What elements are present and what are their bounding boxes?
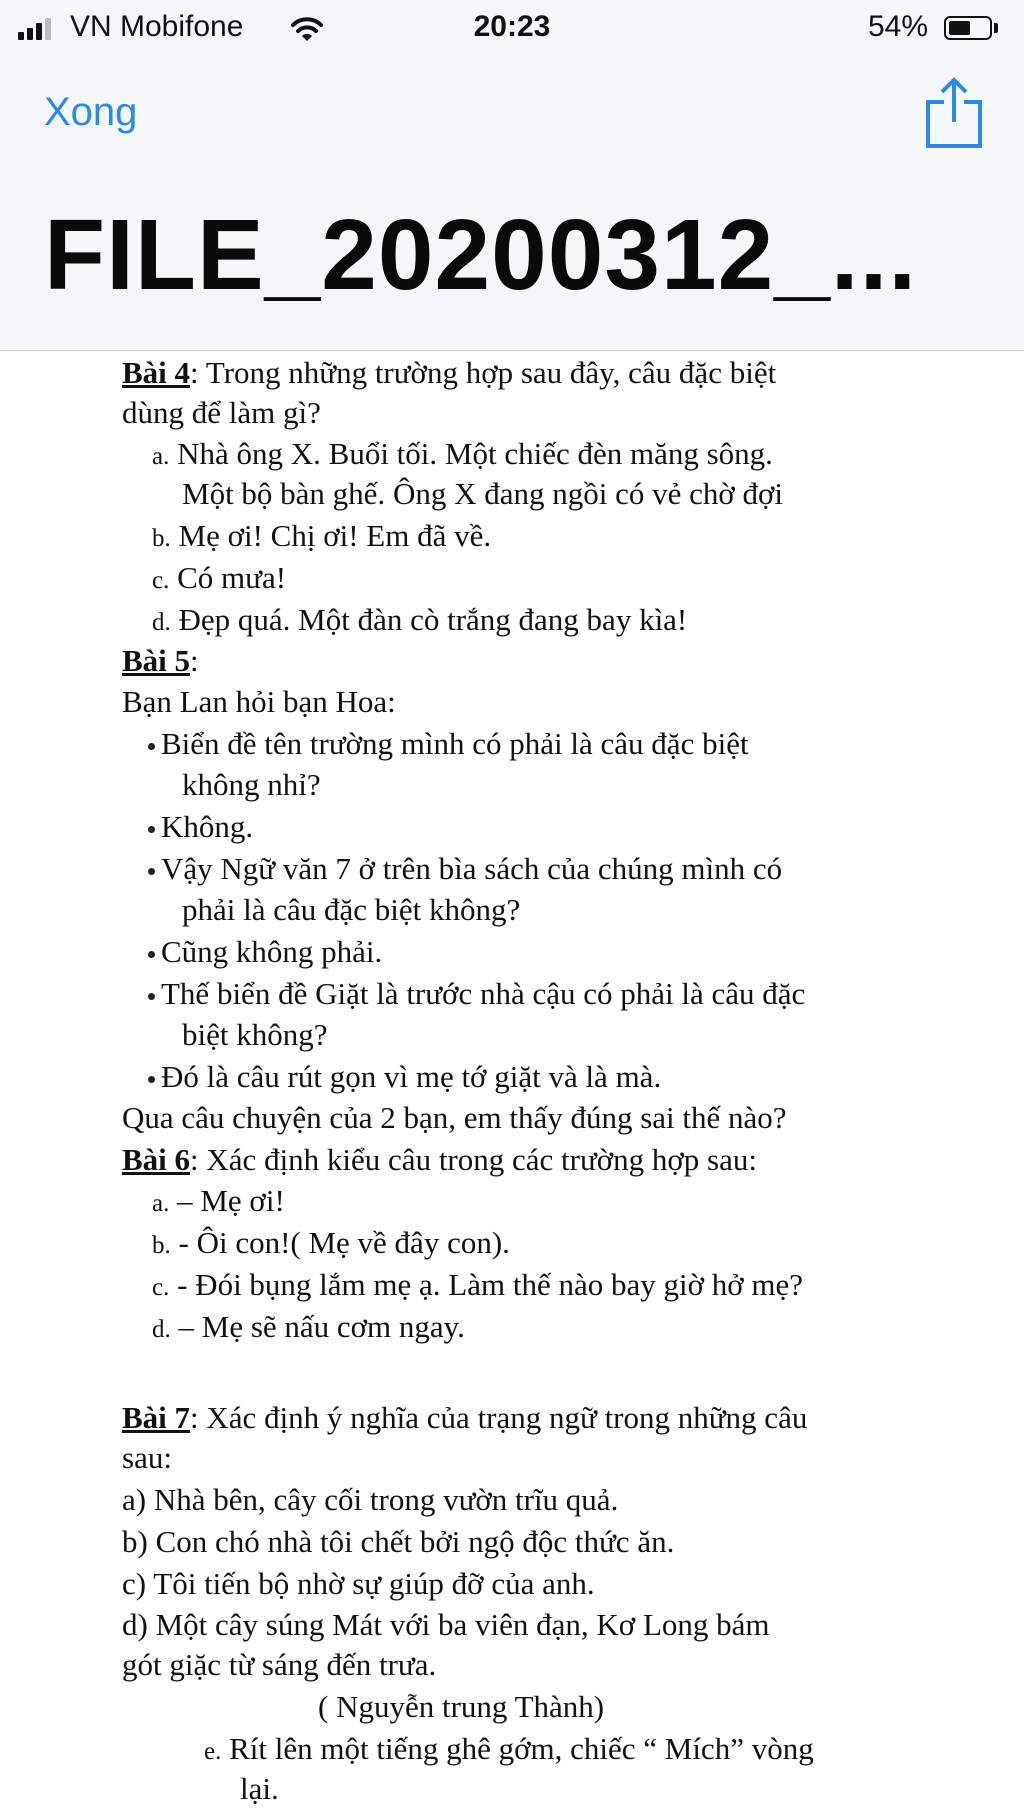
carrier-name: VN Mobifone: [70, 10, 244, 43]
item-text: – Mẹ ơi!: [177, 1183, 285, 1218]
dialogue-text: Biển đề tên trường mình có phải là câu đặc biệt: [161, 726, 749, 761]
bai7-item-d-cont: gót giặc từ sáng đến trưa.: [122, 1647, 437, 1682]
item-text: - Ôi con!( Mẹ về đây con).: [178, 1225, 510, 1260]
clock: 20:23: [473, 10, 551, 43]
bullet-icon: [148, 951, 155, 958]
item-label: d.: [152, 609, 171, 636]
dialogue-text: Cũng không phải.: [161, 934, 383, 969]
bullet-icon: [148, 826, 155, 833]
bai7-item-d: d) Một cây súng Mát với ba viên đạn, Kơ Long bám: [122, 1607, 770, 1642]
bai6-item-d: [152, 1309, 465, 1345]
bai6-item-a: [152, 1183, 285, 1219]
bai6-heading: Bài 6: [122, 1142, 191, 1177]
battery-icon: [944, 16, 992, 40]
item-label: e.: [204, 1738, 222, 1765]
item-label: a.: [152, 443, 170, 470]
bai5-dialogue-5: [148, 976, 805, 1012]
bullet-icon: [148, 1076, 155, 1083]
bai4-item-d: [152, 602, 687, 638]
battery-percent: 54%: [868, 10, 929, 43]
bullet-icon: [148, 993, 155, 1000]
bai6-item-b: [152, 1225, 510, 1261]
bai5-heading: Bài 5: [122, 643, 191, 678]
bai7-question-line2: sau:: [122, 1440, 172, 1475]
item-text: Rít lên một tiếng ghê gớm, chiếc “ Mích” vòng: [229, 1731, 814, 1766]
navigation-bar: [0, 60, 1024, 351]
bai6-q: : Xác định kiểu câu trong các trường hợp sau:: [190, 1142, 757, 1177]
item-text: Mẹ ơi! Chị ơi! Em đã về.: [178, 518, 492, 553]
item-text: Đẹp quá. Một đàn cò trắng đang bay kìa!: [178, 602, 688, 637]
bai5-dialogue-6: [148, 1059, 661, 1095]
bai5-dialogue-1: [148, 726, 749, 762]
bai4-item-b: [152, 518, 491, 554]
dialogue-text: Vậy Ngữ văn 7 ở trên bìa sách của chúng mình có: [161, 851, 783, 886]
bai4-heading: Bài 4: [122, 355, 191, 390]
bai5-question: Qua câu chuyện của 2 bạn, em thấy đúng sai thế nào?: [122, 1100, 787, 1135]
battery-tip: [994, 23, 998, 33]
bai5-colon: :: [190, 643, 199, 678]
document-page: [0, 351, 1024, 1820]
bai5-dialogue-3: [148, 851, 782, 887]
bai5-intro: Bạn Lan hỏi bạn Hoa:: [122, 684, 396, 719]
dialogue-text: Không.: [161, 809, 254, 844]
dialogue-text: Đó là câu rút gọn vì mẹ tớ giặt và là mà.: [161, 1059, 662, 1094]
bai5-heading-line: [122, 643, 199, 679]
bai7-question-line1: [122, 1400, 807, 1436]
bai7-item-e: [204, 1731, 814, 1767]
bai6-item-c: [152, 1267, 803, 1303]
bai7-source: ( Nguyễn trung Thành): [318, 1689, 605, 1724]
item-text: Nhà ông X. Buổi tối. Một chiếc đèn măng sông.: [177, 436, 773, 471]
file-title: FILE_20200312_...: [44, 199, 918, 311]
status-bar: [0, 0, 1024, 60]
bai4-item-c: [152, 560, 286, 596]
dialogue-text: Thế biển đề Giặt là trước nhà cậu có phải là câu đặc: [161, 976, 806, 1011]
bai4-question-line1: [122, 355, 776, 391]
bai4-q1: : Trong những trường hợp sau đây, câu đặc biệt: [190, 355, 777, 390]
item-label: b.: [152, 525, 171, 552]
share-icon[interactable]: [924, 76, 984, 150]
item-label: a.: [152, 1190, 170, 1217]
bai4-item-a-cont: Một bộ bàn ghế. Ông X đang ngồi có vẻ chờ đợi: [182, 476, 784, 511]
bai5-dialogue-2: [148, 809, 253, 845]
item-text: - Đói bụng lắm mẹ ạ. Làm thế nào bay giờ hở mẹ?: [177, 1267, 804, 1302]
item-label: c.: [152, 1274, 170, 1301]
bai5-dialogue-4: [148, 934, 382, 970]
item-label: c.: [152, 567, 170, 594]
item-text: Có mưa!: [177, 560, 287, 595]
item-text: – Mẹ sẽ nấu cơm ngay.: [178, 1309, 465, 1344]
bai5-dialogue-1-cont: không nhỉ?: [182, 767, 321, 802]
bai5-dialogue-5-cont: biệt không?: [182, 1017, 328, 1052]
bai7-q1: : Xác định ý nghĩa của trạng ngữ trong những câu: [190, 1400, 808, 1435]
bai6-question: [122, 1142, 757, 1178]
bai4-question-line2: dùng để làm gì?: [122, 395, 321, 430]
item-label: b.: [152, 1232, 171, 1259]
item-label: d.: [152, 1316, 171, 1343]
bai7-item-c: c) Tôi tiến bộ nhờ sự giúp đỡ của anh.: [122, 1566, 595, 1601]
bai4-item-a: [152, 436, 773, 472]
bai7-heading: Bài 7: [122, 1400, 191, 1435]
bullet-icon: [148, 868, 155, 875]
bai7-item-a: a) Nhà bên, cây cối trong vườn trĩu quả.: [122, 1482, 619, 1517]
bullet-icon: [148, 743, 155, 750]
bai7-item-e-cont: lại.: [240, 1771, 279, 1806]
bai7-item-b: b) Con chó nhà tôi chết bởi ngộ độc thức ăn.: [122, 1524, 675, 1559]
done-button[interactable]: Xong: [44, 90, 138, 134]
bai5-dialogue-3-cont: phải là câu đặc biệt không?: [182, 892, 521, 927]
